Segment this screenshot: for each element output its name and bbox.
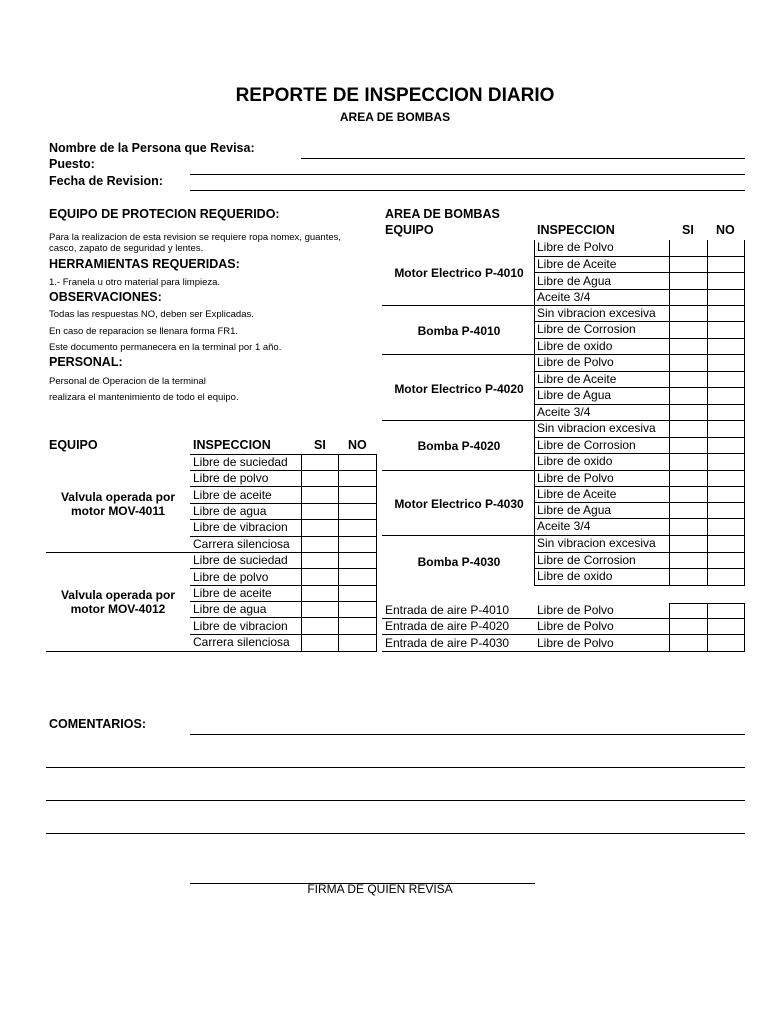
pump-5-item-1: Libre de Polvo — [537, 471, 614, 485]
air-si-column-line — [669, 603, 670, 651]
pump-1-item-3: Libre de Agua — [537, 274, 612, 288]
valve-row-line — [190, 601, 377, 602]
puesto-label: Puesto: — [49, 157, 95, 171]
pump-group-6-name: Bomba P-4030 — [417, 555, 501, 569]
pump-6-item-1: Sin vibracion excesiva — [537, 536, 656, 550]
pump-row-line — [534, 256, 745, 257]
pump-1-item-1: Libre de Polvo — [537, 240, 614, 254]
comment-line-1[interactable] — [190, 734, 745, 735]
epp-text-2: casco, zapato de seguridad y lentes. — [49, 243, 204, 254]
comment-line-4[interactable] — [46, 833, 745, 834]
observaciones-title: OBSERVACIONES: — [49, 290, 162, 304]
pump-header-si: SI — [682, 223, 694, 237]
pump-row-line — [534, 518, 745, 519]
pump-header-inspeccion: INSPECCION — [537, 223, 615, 237]
signature-label: FIRMA DE QUIEN REVISA — [307, 882, 453, 896]
fecha-label: Fecha de Revision: — [49, 174, 163, 188]
page-title: REPORTE DE INSPECCION DIARIO — [235, 85, 555, 106]
pump-6-item-2: Libre de Corrosion — [537, 553, 636, 567]
pump-3-item-1: Libre de Polvo — [537, 355, 614, 369]
valve-row-line — [190, 503, 377, 504]
valve-2-item-5: Libre de vibracion — [193, 619, 288, 633]
valve-1-item-5: Libre de vibracion — [193, 520, 288, 534]
air-2-equipo: Entrada de aire P-4020 — [385, 619, 510, 633]
pump-group-2-name: Bomba P-4010 — [417, 324, 501, 338]
valve-row-line — [190, 519, 377, 520]
pump-group-4-name: Bomba P-4020 — [417, 439, 501, 453]
pump-5-item-2: Libre de Aceite — [537, 487, 617, 501]
puesto-field[interactable] — [190, 174, 745, 175]
air-2-inspeccion: Libre de Polvo — [537, 619, 614, 633]
pump-row-line — [534, 552, 745, 553]
valve-header-inspeccion: INSPECCION — [193, 438, 271, 452]
herramientas-text: 1.- Franela u otro material para limpieza. — [49, 277, 221, 288]
pump-row-line — [534, 453, 745, 454]
valve-table-bottom — [46, 651, 377, 652]
page-subtitle: AREA DE BOMBAS — [339, 110, 451, 124]
observaciones-text-3: Este documento permanecera en la terminal por 1 año. — [49, 342, 282, 353]
pump-3-item-3: Libre de Agua — [537, 388, 612, 402]
pump-3-item-4: Aceite 3/4 — [537, 405, 591, 419]
air-no-column-line — [707, 603, 708, 651]
air-3-equipo: Entrada de aire P-4030 — [385, 636, 510, 650]
pump-no-column-line — [707, 240, 708, 585]
pump-5-item-3: Libre de Agua — [537, 503, 612, 517]
valve-header-equipo: EQUIPO — [49, 438, 98, 452]
valve-row-line — [190, 470, 377, 471]
pump-group-divider — [382, 354, 745, 355]
observaciones-text-1: Todas las respuestas NO, deben ser Explicadas. — [49, 309, 254, 320]
fecha-field[interactable] — [190, 190, 745, 191]
air-right-border — [744, 603, 745, 651]
pump-right-border — [744, 240, 745, 585]
personal-text-2: realizara el mantenimiento de todo el equipo. — [49, 392, 239, 403]
pump-group-5-name: Motor Electrico P-4030 — [394, 497, 524, 511]
pump-group-divider — [382, 420, 745, 421]
pump-row-line — [534, 568, 745, 569]
valve-right-border — [376, 454, 377, 651]
pump-inspeccion-left-line — [534, 240, 535, 585]
valve-2-item-4: Libre de agua — [193, 602, 267, 616]
personal-text-1: Personal de Operacion de la terminal — [49, 376, 206, 387]
air-row-line — [382, 618, 745, 619]
valve-no-column-line — [338, 454, 339, 651]
observaciones-text-2: En caso de reparacion se llenara forma FR1. — [49, 326, 239, 337]
pump-3-item-2: Libre de Aceite — [537, 372, 617, 386]
pump-header-no: NO — [716, 223, 735, 237]
pump-group-divider — [382, 305, 745, 306]
epp-text-1: Para la realizacion de esta revision se requiere ropa nomex, guantes, — [49, 232, 342, 243]
pump-header-equipo: EQUIPO — [385, 223, 434, 237]
valve-1-item-1: Libre de suciedad — [193, 455, 288, 469]
valve-2-item-3: Libre de aceite — [193, 586, 272, 600]
valve-row-line — [190, 617, 377, 618]
valve-2-item-6: Carrera silenciosa — [193, 635, 290, 649]
nombre-label: Nombre de la Persona que Revisa: — [49, 141, 255, 155]
air-row-line — [382, 634, 745, 635]
valve-si-column-line — [301, 454, 302, 651]
pump-si-column-line — [669, 240, 670, 585]
air-1-equipo: Entrada de aire P-4010 — [385, 603, 510, 617]
valve-row-line — [190, 486, 377, 487]
personal-title: PERSONAL: — [49, 355, 123, 369]
pump-row-line — [534, 338, 745, 339]
air-table-bottom — [382, 651, 745, 652]
comment-line-3[interactable] — [46, 800, 745, 801]
comment-line-2[interactable] — [46, 767, 745, 768]
pump-row-line — [534, 437, 745, 438]
pump-group-divider — [382, 470, 745, 471]
pump-group-divider — [382, 535, 745, 536]
valve-2-item-1: Libre de suciedad — [193, 553, 288, 567]
valve-2-item-2: Libre de polvo — [193, 570, 269, 584]
valve-row-line — [190, 536, 377, 537]
pump-1-item-2: Libre de Aceite — [537, 257, 617, 271]
pump-table-bottom — [534, 585, 745, 586]
valve-header-si: SI — [314, 438, 326, 452]
pump-group-1-name: Motor Electrico P-4010 — [394, 266, 524, 280]
epp-title: EQUIPO DE PROTECION REQUERIDO: — [49, 207, 280, 221]
valve-row-line — [190, 634, 377, 635]
valve-1-item-2: Libre de polvo — [193, 471, 269, 485]
pump-row-line — [534, 289, 745, 290]
pump-4-item-2: Libre de Corrosion — [537, 438, 636, 452]
pump-6-item-3: Libre de oxido — [537, 569, 613, 583]
valve-2-name-1: Valvula operada por — [60, 588, 176, 602]
valve-1-name-2: motor MOV-4011 — [70, 504, 166, 518]
pump-2-item-2: Libre de Corrosion — [537, 322, 636, 336]
comentarios-label: COMENTARIOS: — [49, 717, 146, 731]
pump-5-item-4: Aceite 3/4 — [537, 519, 591, 533]
valve-header-no: NO — [348, 438, 367, 452]
pump-group-3-name: Motor Electrico P-4020 — [394, 382, 524, 396]
herramientas-title: HERRAMIENTAS REQUERIDAS: — [49, 257, 240, 271]
pump-row-line — [534, 502, 745, 503]
valve-1-item-3: Libre de aceite — [193, 488, 272, 502]
air-3-inspeccion: Libre de Polvo — [537, 636, 614, 650]
pump-row-line — [534, 321, 745, 322]
valve-group-divider — [46, 552, 377, 553]
pump-4-item-1: Sin vibracion excesiva — [537, 421, 656, 435]
pump-area-title: AREA DE BOMBAS — [385, 207, 500, 221]
valve-row-line — [190, 568, 377, 569]
pump-row-line — [534, 371, 745, 372]
pump-row-line — [534, 387, 745, 388]
valve-row-line — [190, 585, 377, 586]
valve-2-name-2: motor MOV-4012 — [70, 602, 166, 616]
valve-row-line — [190, 454, 377, 455]
pump-row-line — [534, 486, 745, 487]
pump-1-item-4: Aceite 3/4 — [537, 290, 591, 304]
pump-2-item-1: Sin vibracion excesiva — [537, 306, 656, 320]
pump-2-item-3: Libre de oxido — [537, 339, 613, 353]
pump-4-item-3: Libre de oxido — [537, 454, 613, 468]
pump-row-line — [534, 404, 745, 405]
valve-1-name-1: Valvula operada por — [60, 490, 176, 504]
nombre-field[interactable] — [301, 158, 745, 159]
valve-1-item-6: Carrera silenciosa — [193, 537, 290, 551]
valve-1-item-4: Libre de agua — [193, 504, 267, 518]
air-1-inspeccion: Libre de Polvo — [537, 603, 614, 617]
pump-row-line — [534, 272, 745, 273]
